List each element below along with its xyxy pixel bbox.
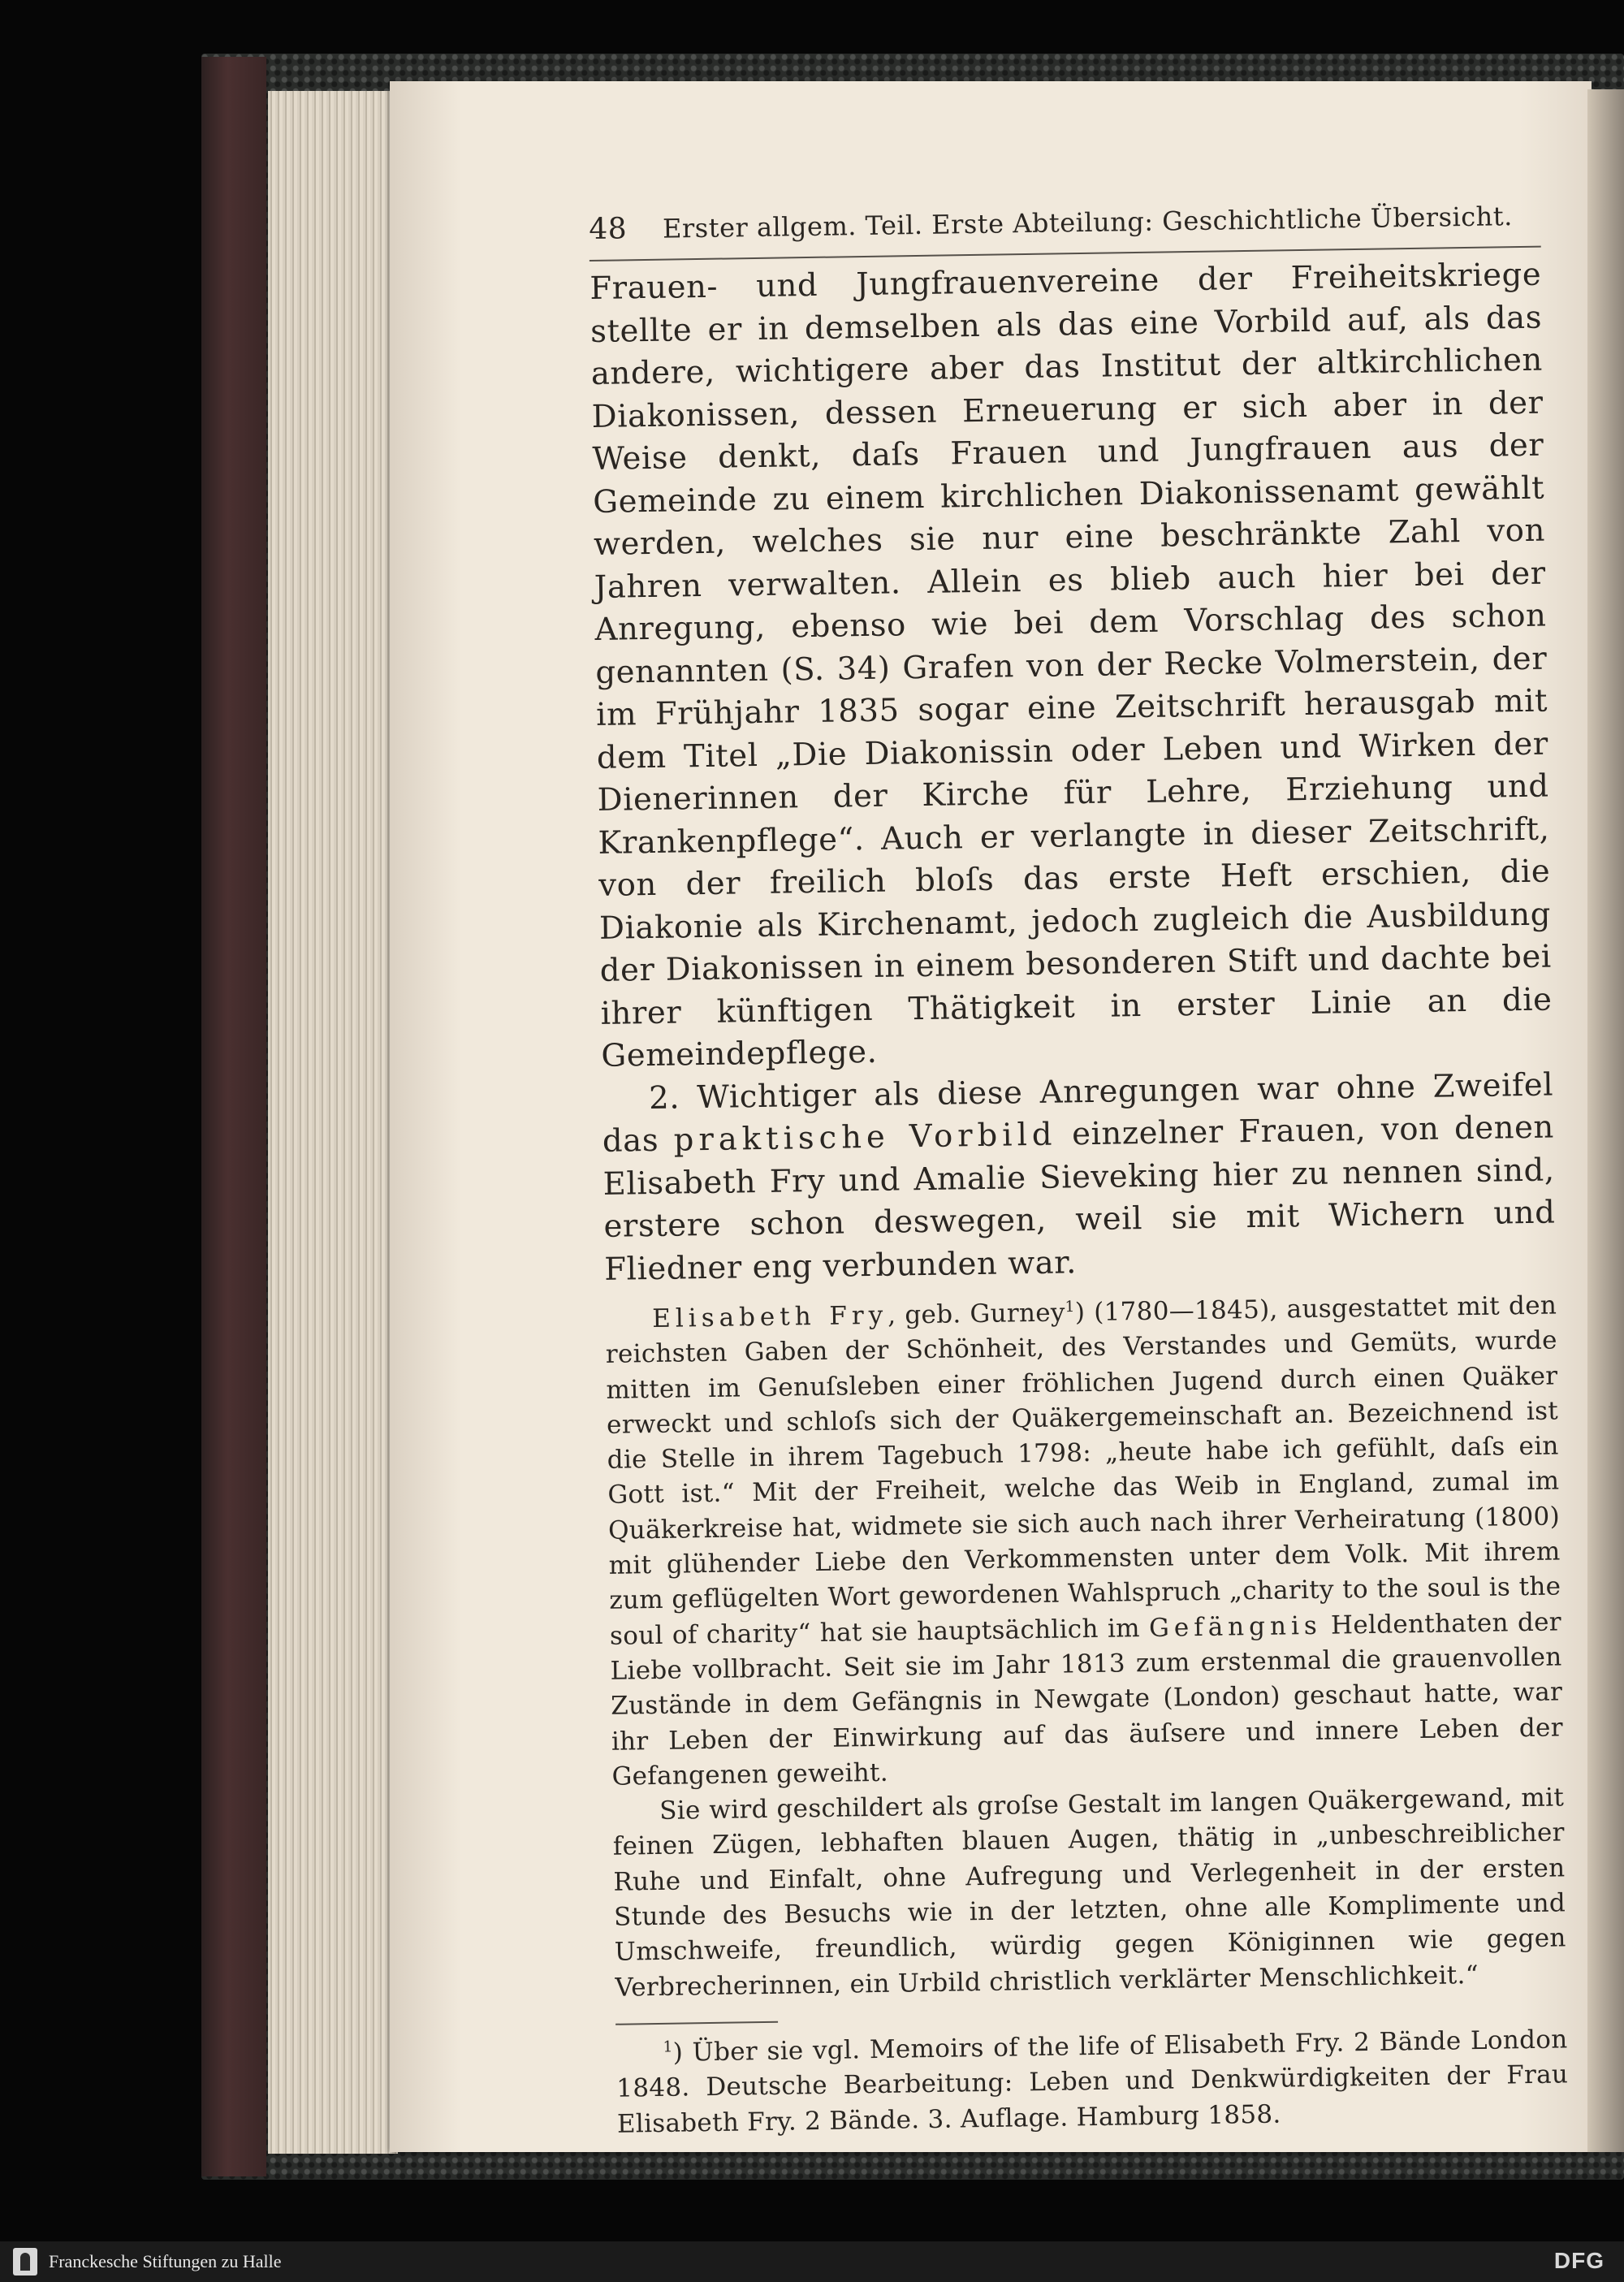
p2-spaced-emphasis: praktische Vorbild — [673, 1116, 1057, 1159]
page-right-edge — [1587, 89, 1624, 2152]
footnote-ref: 1 — [1065, 1298, 1075, 1316]
footnote-paragraph — [615, 2022, 1569, 2142]
institution-name: Franckesche Stiftungen zu Halle — [49, 2251, 282, 2271]
small-p1-c: Heldenthaten der Liebe vollbracht. Seit sie im Jahr 1813 zum erstenmal die grauenvollen Zustände in dem Gefängnis in Newgate (London) geschaut hatte, war ihr Leben der Einwirkung auf das äuſsere und innere Leben der Gefangenen geweiht. — [610, 1607, 1564, 1791]
running-title: Erster allgem. Teil. Erste Abteilung: Geschichtliche Übersicht. — [662, 201, 1514, 244]
small-paragraph-2: Sie wird geschildert als groſse Gestalt im langen Quäkergewand, mit feinen Zügen, lebhaften blauen Augen, thätig in „unbeschreiblicher Ruhe und Einfalt, ohne Aufregung und Verlegenheit in der ersten Stunde des Besuchs wie in der letzten, ohne alle Komplimente und Umschweife, freundlich, würdig gegen Königinnen wie gegen Verbrecherinnen, ein Urbild christlich verklärter Menschlichkeit.“ — [612, 1783, 1566, 2003]
book-spine-edge — [201, 57, 266, 2176]
footnote-marker: 1 — [663, 2038, 673, 2056]
small-p1-name: Elisabeth Fry — [651, 1300, 888, 1333]
footnote-rule — [615, 2021, 778, 2025]
dfg-logo: DFG — [1553, 2248, 1605, 2273]
footnote-text: ) Über sie vgl. Memoirs of the life of Elisabeth Fry. 2 Bände London 1848. Deutsche Bearbeitung: Leben und Denkwürdigkeiten der Frau Elisabeth Fry. 2 Bände. 3. Auflage. Hamburg 1858. — [616, 2025, 1569, 2139]
small-p1-a: , geb. Gurney — [887, 1298, 1065, 1330]
small-paragraph-1 — [605, 1288, 1564, 1794]
main-paragraph-2 — [602, 1064, 1557, 1291]
page-block-edges — [268, 91, 398, 2154]
p2-end: einzelner Frauen, von denen Elisabeth Fry und Amalie Sieveking hier zu nennen sind, erstere schon deswegen, weil sie mit Wichern und Fliedner eng verbunden war. — [603, 1109, 1556, 1288]
page-number: 48 — [589, 212, 628, 246]
p2-start: 2. Wichtiger als diese Anregungen war ohne Zweifel das — [602, 1065, 1554, 1160]
main-text — [590, 254, 1557, 1291]
main-paragraph-1: Frauen- und Jungfrauenvereine der Freiheitskriege stellte er in demselben als das eine Vorbild auf, als das andere, wichtigere aber das Institut der altkirchlichen Diakonissen, dessen Erneuerung er sich aber in der Weise denkt, daſs Frauen und Jungfrauen aus der Gemeinde zu einem kirchlichen Diakonissenamt gewählt werden, welches sie nur eine beschränkte Zahl von Jahren verwalten. Allein es blieb auch hier bei der Anregung, ebenso wie bei dem Vorschlag des schon genannten (S. 34) Grafen von der Recke Volmerstein, der im Frühjahr 1835 sogar eine Zeitschrift herausgab mit dem Titel „Die Diakonissin oder Leben und Wirken der Dienerinnen der Kirche für Lehre, Erziehung und Krankenpflege“. Auch er verlangte in dieser Zeitschrift, von der freilich bloſs das erste Heft erschien, die Diakonie als Kirchenamt, jedoch zugleich die Ausbildung der Diakonissen in einem besonderen Stift und dachte bei ihrer künftigen Thätigkeit in erster Linie an die Gemeindepflege. — [590, 256, 1553, 1074]
viewer-bottom-bar — [0, 2241, 1624, 2282]
small-print-text — [605, 1288, 1567, 2005]
footnote — [615, 2022, 1569, 2142]
page-text-block — [589, 199, 1569, 2143]
small-p1-b: ) (1780—1845), ausgestattet mit den reichsten Gaben der Schönheit, des Verstandes und Gemüts, wurde mitten im Genuſsleben einer fröhlichen Jugend durch einen Quäker erweckt und schloſs sich der Quäkergemeinschaft an. Bezeichnend ist die Stelle in ihrem Tagebuch 1798: „heute habe ich gefühlt, daſs ein Gott ist.“ Mit der Freiheit, welche das Weib in England, zumal im Quäkerkreise hat, widmete sie sich auch nach ihrer Verheiratung (1800) mit glühender Liebe den Verkommensten unter dem Volk. Mit ihrem zum geflügelten Wort gewordenen Wahlspruch „charity to the soul is the soul of charity“ hat sie hauptsächlich im — [605, 1290, 1561, 1651]
institution-logo-icon — [13, 2248, 37, 2276]
small-p1-spaced: Gefängnis — [1148, 1610, 1323, 1643]
